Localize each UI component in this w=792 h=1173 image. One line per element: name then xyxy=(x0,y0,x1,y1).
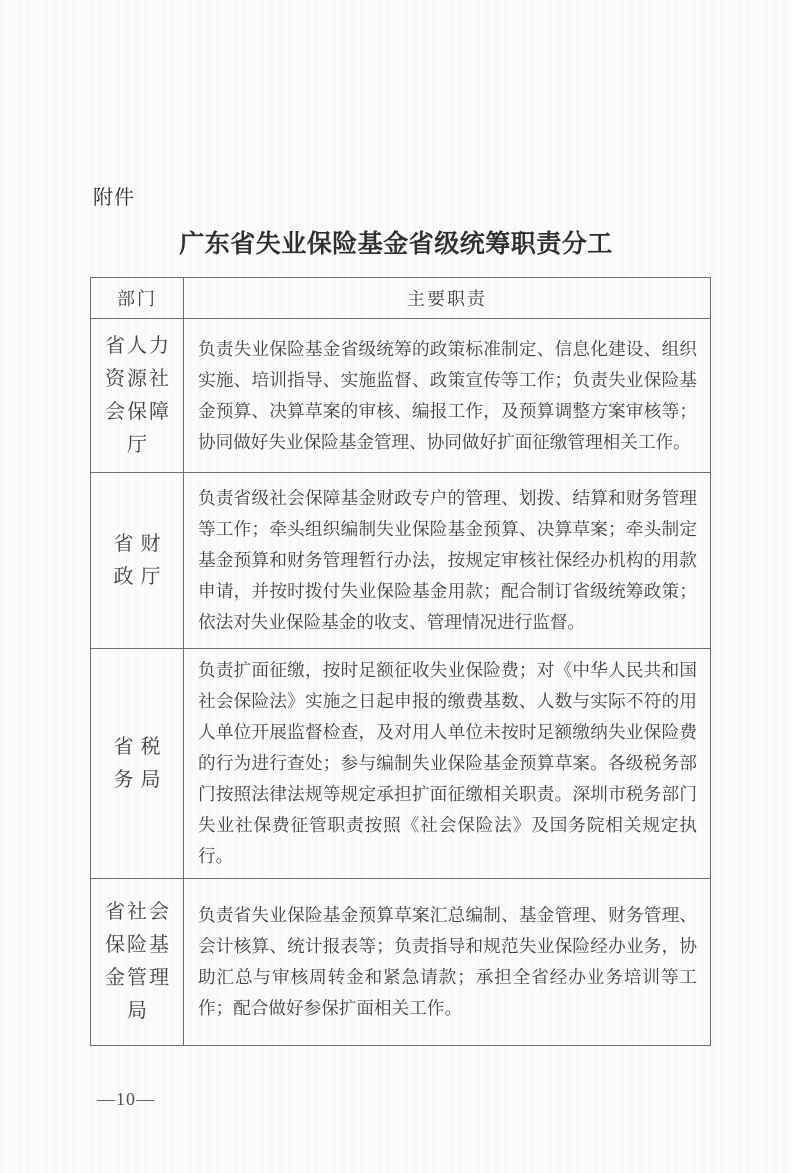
column-header-department: 部门 xyxy=(91,278,184,319)
duties-cell: 负责失业保险基金省级统筹的政策标准制定、信息化建设、组织实施、培训指导、实施监督、政策宣传等工作；负责失业保险基金预算、决算草案的审核、编报工作，及预算调整方案审核等；协同做好失业保险基金管理、协同做好扩面征缴管理相关工作。 xyxy=(184,319,711,473)
table-row xyxy=(91,473,711,649)
department-name-line: 省人力 xyxy=(105,334,171,357)
department-name-line: 省财 xyxy=(113,532,168,555)
page-number: —10— xyxy=(97,1089,155,1109)
column-header-duties: 主要职责 xyxy=(184,278,711,319)
department-cell xyxy=(91,879,184,1046)
department-name-line: 保险基 xyxy=(105,934,171,956)
department-name-line: 金管理 xyxy=(105,967,171,989)
duties-cell: 负责省级社会保障基金财政专户的管理、划拨、结算和财务管理等工作；牵头组织编制失业保险基金预算、决算草案；牵头制定基金预算和财务管理暂行办法，按规定审核社保经办机构的用款申请，并按时拨付失业保险基金用款；配合制订省级统筹政策；依法对失业保险基金的收支、管理情况进行监督。 xyxy=(184,473,711,649)
table-body xyxy=(91,319,711,1046)
duties-cell: 负责扩面征缴，按时足额征收失业保险费；对《中华人民共和国社会保险法》实施之日起申报的缴费基数、人数与实际不符的用人单位开展监督检查，及对用人单位未按时足额缴纳失业保险费的行为进行查处；参与编制失业保险基金预算草案。各级税务部门按照法律法规等规定承担扩面征缴相关职责。深圳市税务部门失业社保费征管职责按照《社会保险法》及国务院相关规定执行。 xyxy=(184,649,711,879)
department-cell xyxy=(91,319,184,473)
page-title: 广东省失业保险基金省级统筹职责分工 xyxy=(179,231,613,258)
department-cell xyxy=(91,473,184,649)
department-name-line: 会保障 xyxy=(105,400,171,423)
duties-cell: 负责省失业保险基金预算草案汇总编制、基金管理、财务管理、会计核算、统计报表等；负责指导和规范失业保险经办业务，协助汇总与审核周转金和紧急请款；承担全省经办业务培训等工作；配合做好参保扩面相关工作。 xyxy=(184,879,711,1046)
department-cell xyxy=(91,649,184,879)
department-name-line: 省税 xyxy=(113,735,168,758)
department-name-line: 政厅 xyxy=(113,565,168,588)
department-name-line: 资源社 xyxy=(105,367,171,390)
table-row xyxy=(91,649,711,879)
table-header-row xyxy=(91,278,711,319)
responsibilities-table xyxy=(90,277,711,1046)
department-name-line: 务局 xyxy=(113,768,168,791)
table-row xyxy=(91,319,711,473)
department-name-line: 厅 xyxy=(127,433,149,456)
department-name-line: 局 xyxy=(127,1000,149,1022)
department-name-line: 省社会 xyxy=(105,901,171,923)
attachment-label: 附件 xyxy=(93,187,135,209)
table-row xyxy=(91,879,711,1046)
